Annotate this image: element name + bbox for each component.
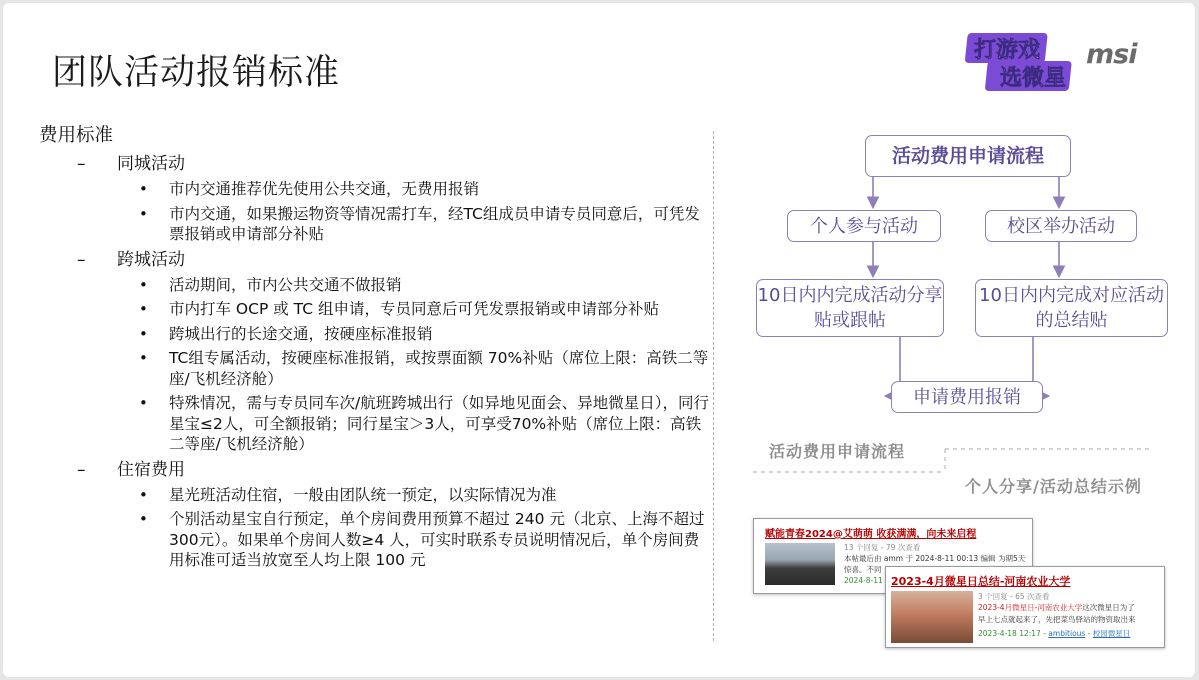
post-excerpt-highlight: 2023-4月微星日-河南农业大学 <box>978 603 1083 612</box>
post-meta: 13 个回复 - 79 次查看 <box>844 543 921 552</box>
post-photo <box>891 591 973 643</box>
post-excerpt <box>978 602 1135 613</box>
post-excerpt: 本帖最后由 amm 于 2024-8-11 00:13 编辑 为期5天 <box>844 554 1026 563</box>
post-date: 2024-8-11 <box>844 576 883 585</box>
post-date: 2023-4-18 12:17 <box>978 629 1041 638</box>
slide <box>3 3 1195 677</box>
flow-personal-post-box: 10日内内完成活动分享贴或跟帖 <box>756 279 944 337</box>
post-photo <box>765 543 835 585</box>
flow-caption: 活动费用申请流程 <box>769 442 906 461</box>
list-item: • TC组专属活动，按硬座标准报销，或按票面额 70%补贴（席位上限：高铁二等座/飞机经济舱） <box>39 348 709 389</box>
section-lodging: – 住宿费用 <box>39 459 709 481</box>
vertical-divider <box>713 131 714 641</box>
post-example-summary <box>885 566 1165 648</box>
section-heading: 费用标准 <box>39 125 114 146</box>
post-title-link[interactable]: 赋能青春2024@艾萌萌 收获满满，向未来启程 <box>765 529 977 540</box>
game-logo-line2: 选微星 <box>999 66 1067 91</box>
section-local: – 同城活动 <box>39 153 709 175</box>
lodging-bullets <box>39 485 709 571</box>
post-excerpt-2: 惊喜。不同 <box>844 565 882 574</box>
list-item: • 跨城出行的长途交通，按硬座标准报销 <box>39 324 709 345</box>
page-title: 团队活动报销标准 <box>52 53 341 93</box>
flow-title-box: 活动费用申请流程 <box>865 135 1071 177</box>
section-intercity: – 跨城活动 <box>39 249 709 271</box>
list-item: • 市内交通，如果搬运物资等情况需打车，经TC组成员申请专员同意后，可凭发票报销或申请部分补贴 <box>39 204 709 245</box>
example-caption: 个人分享/活动总结示例 <box>965 477 1142 496</box>
post-author-link[interactable]: ambitious <box>1048 629 1086 638</box>
post-footer: 2023-4-18 12:17 - ambitious - 校园微星日 <box>978 629 1131 638</box>
flow-personal-box: 个人参与活动 <box>787 210 941 242</box>
list-item: • 星光班活动住宿，一般由团队统一预定，以实际情况为准 <box>39 485 709 506</box>
msi-logo: msi <box>1086 39 1137 70</box>
post-board-link[interactable]: 校园微星日 <box>1092 629 1131 638</box>
list-item: • 市内打车 OCP 或 TC 组申请，专员同意后可凭发票报销或申请部分补贴 <box>39 299 709 320</box>
intercity-bullets <box>39 275 709 455</box>
post-excerpt-2: 早上七点就起来了，先把菜鸟驿站的物资取出来 <box>978 615 1136 624</box>
expense-standards <box>39 121 709 575</box>
flow-campus-box: 校区举办活动 <box>985 210 1137 242</box>
list-item: • 活动期间，市内公共交通不做报销 <box>39 275 709 296</box>
post-excerpt-rest: 这次微星日为了 <box>1082 603 1135 612</box>
post-meta: 3 个回复 - 65 次查看 <box>978 592 1050 601</box>
list-item: • 市内交通推荐优先使用公共交通，无费用报销 <box>39 179 709 200</box>
flow-reimburse-box: 申请费用报销 <box>891 381 1043 413</box>
list-item: • 特殊情况，需与专员同车次/航班跨城出行（如异地见面会、异地微星日），同行星宝≤2人，可全额报销；同行星宝＞3人，可享受70%补贴（席位上限：高铁二等座/飞机经济舱） <box>39 393 709 455</box>
post-title-link[interactable]: 2023-4月微星日总结-河南农业大学 <box>891 575 1071 588</box>
local-bullets <box>39 179 709 245</box>
game-logo <box>965 31 1077 93</box>
list-item: • 个别活动星宝自行预定，单个房间费用预算不超过 240 元（北京、上海不超过 300元）。如果单个房间人数≥4 人，可实时联系专员说明情况后，单个房间费用标准可适当放宽至人均上限 100 元 <box>39 509 709 571</box>
flow-campus-summary-box: 10日内内完成对应活动的总结贴 <box>975 279 1168 337</box>
game-logo-line1: 打游戏 <box>973 38 1041 63</box>
